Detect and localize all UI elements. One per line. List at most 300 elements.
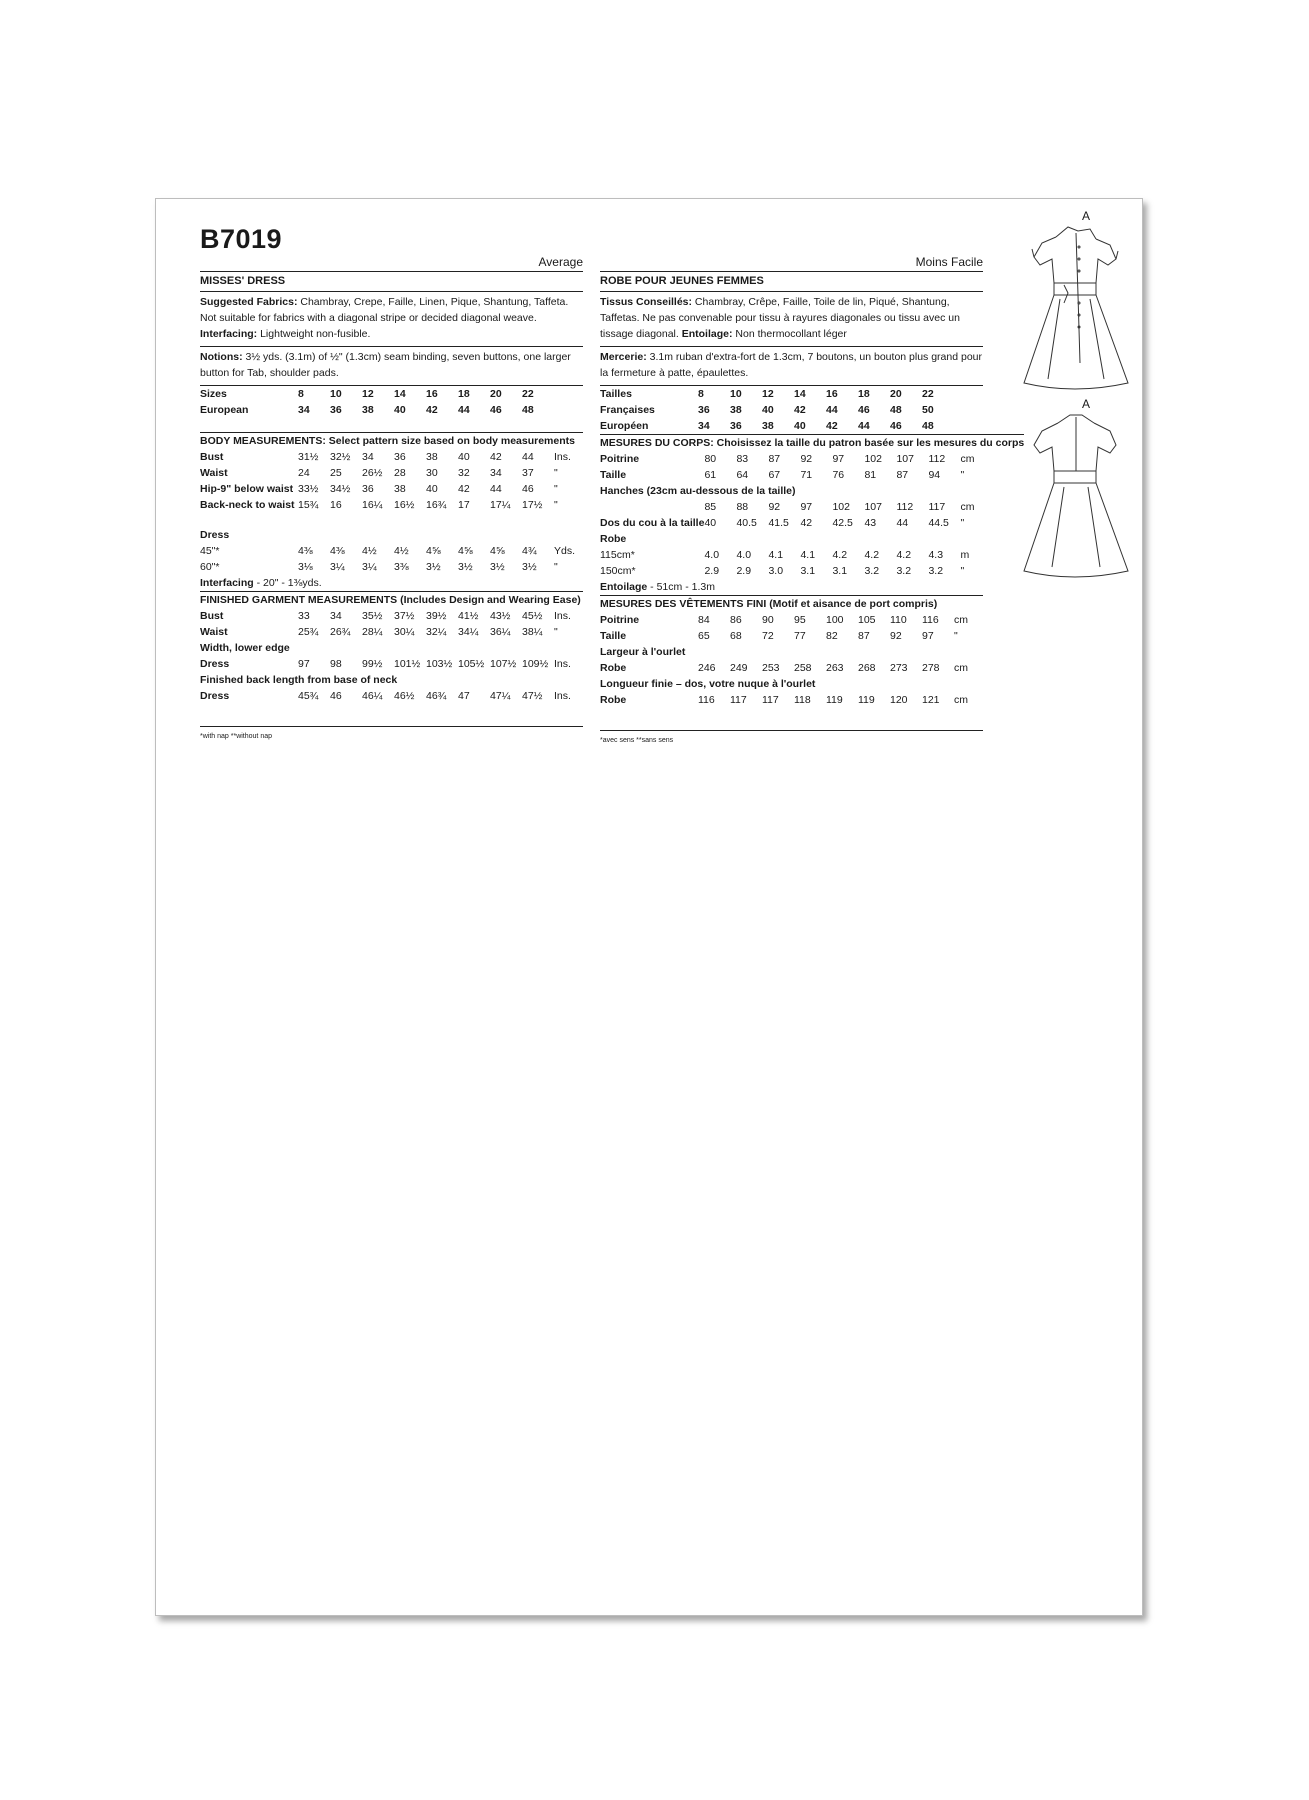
cell-value: 67 bbox=[768, 469, 781, 481]
cell-value: 92 bbox=[800, 453, 813, 465]
table-row bbox=[600, 692, 983, 708]
row-heading bbox=[200, 575, 583, 591]
sizes-row bbox=[200, 386, 583, 402]
cell-unit: Yds. bbox=[554, 545, 576, 557]
row-label: Taille bbox=[600, 630, 627, 642]
cell-value: 37 bbox=[522, 467, 534, 479]
suggested-fabrics bbox=[200, 292, 583, 347]
cell-value: 44 bbox=[896, 517, 909, 529]
row-label: Robe bbox=[600, 662, 627, 674]
table-row bbox=[200, 449, 583, 465]
cell-value: 42.5 bbox=[832, 517, 853, 529]
difficulty-level: Average bbox=[538, 255, 583, 269]
finished-measurements-table bbox=[200, 591, 583, 704]
cell-value: 119 bbox=[826, 694, 843, 706]
cell-value: 83 bbox=[736, 453, 749, 465]
row-heading-label: Entoilage bbox=[600, 581, 648, 593]
section-heading bbox=[600, 435, 1024, 452]
cell-value: 99½ bbox=[362, 658, 383, 670]
cell-value: 46¼ bbox=[362, 690, 383, 702]
cell-value: 32 bbox=[458, 467, 470, 479]
pattern-code: B7019 bbox=[200, 224, 283, 254]
cell-value: 3⅛ bbox=[298, 561, 313, 573]
row-heading-label: Interfacing bbox=[200, 577, 254, 589]
cell-value: 246 bbox=[698, 662, 716, 674]
notions-label-fr: Mercerie: bbox=[600, 351, 647, 363]
row-label: Dress bbox=[200, 690, 230, 702]
cell-value: 76 bbox=[832, 469, 845, 481]
european-row bbox=[200, 402, 583, 418]
cell-value: 4.0 bbox=[704, 549, 720, 561]
row-label: European bbox=[200, 404, 249, 416]
cell-value: 44 bbox=[490, 483, 502, 495]
section-heading bbox=[200, 592, 583, 609]
table-row bbox=[600, 499, 1024, 515]
cell-value: 16¼ bbox=[362, 499, 383, 511]
cell-value: 82 bbox=[826, 630, 838, 642]
cell-value: 3.2 bbox=[896, 565, 912, 577]
cell-value: 25 bbox=[330, 467, 342, 479]
table-row bbox=[600, 451, 1024, 467]
cell-value: 4⅜ bbox=[330, 545, 345, 557]
cell-value: 18 bbox=[858, 388, 870, 400]
cell-value: 41.5 bbox=[768, 517, 789, 529]
cell-value: 46 bbox=[858, 404, 870, 416]
cell-value: 86 bbox=[730, 614, 742, 626]
cell-value: 4.1 bbox=[800, 549, 816, 561]
cell-value: 36 bbox=[362, 483, 374, 495]
cell-value: 14 bbox=[794, 388, 806, 400]
cell-value: 45¾ bbox=[298, 690, 319, 702]
cell-value: 36¼ bbox=[490, 626, 511, 638]
cell-value: 3⅜ bbox=[394, 561, 409, 573]
sizes-row bbox=[600, 386, 983, 402]
cell-value: 32½ bbox=[330, 451, 351, 463]
cell-value: 4⅝ bbox=[458, 545, 473, 557]
cell-value: 12 bbox=[762, 388, 774, 400]
cell-value: 110 bbox=[890, 614, 907, 626]
cell-value: 109½ bbox=[522, 658, 549, 670]
cell-value: 4.2 bbox=[896, 549, 912, 561]
cell-value: 105 bbox=[858, 614, 876, 626]
cell-value: 44 bbox=[458, 404, 470, 416]
section-heading bbox=[600, 531, 1024, 547]
row-label: Sizes bbox=[200, 388, 227, 400]
cell-unit: Ins. bbox=[554, 451, 571, 463]
row-label: 60"* bbox=[200, 561, 220, 573]
french-column bbox=[600, 237, 1025, 749]
table-row bbox=[200, 624, 583, 640]
row-label: Européen bbox=[600, 420, 649, 432]
cell-value: 16 bbox=[426, 388, 438, 400]
cell-value: 107½ bbox=[490, 658, 517, 670]
cell-unit: " bbox=[960, 469, 965, 481]
cell-value: 46 bbox=[890, 420, 902, 432]
cell-value: 38 bbox=[730, 404, 742, 416]
difficulty-level-fr: Moins Facile bbox=[915, 255, 983, 269]
cell-value: 41½ bbox=[458, 610, 479, 622]
header bbox=[200, 224, 583, 272]
cell-value: 24 bbox=[298, 467, 310, 479]
cell-value: 98 bbox=[330, 658, 342, 670]
cell-value: 38 bbox=[426, 451, 438, 463]
cell-value: 97 bbox=[800, 501, 813, 513]
table-row bbox=[200, 559, 583, 575]
cell-value: 18 bbox=[458, 388, 470, 400]
cell-unit bbox=[954, 402, 983, 418]
row-heading: FINISHED GARMENT MEASUREMENTS (Includes Design and Wearing Ease) bbox=[200, 594, 581, 606]
cell-value: 12 bbox=[362, 388, 374, 400]
cell-value: 87 bbox=[768, 453, 781, 465]
row-heading: Largeur à l'ourlet bbox=[600, 646, 686, 658]
row-label: 115cm* bbox=[600, 549, 635, 561]
cell-value: 95 bbox=[794, 614, 806, 626]
footnote: *with nap **without nap bbox=[200, 726, 583, 745]
interfacing-amount-row bbox=[600, 579, 1024, 595]
cell-value: 34 bbox=[698, 420, 710, 432]
cell-value: 17¼ bbox=[490, 499, 511, 511]
cell-value: 4.3 bbox=[928, 549, 944, 561]
cell-value: 34 bbox=[298, 404, 310, 416]
cell-value: 4.0 bbox=[736, 549, 752, 561]
cell-value: 35½ bbox=[362, 610, 383, 622]
cell-value: 81 bbox=[864, 469, 877, 481]
cell-value: 249 bbox=[730, 662, 748, 674]
cell-value: 42 bbox=[490, 451, 502, 463]
cell-value: 33 bbox=[298, 610, 310, 622]
row-heading bbox=[600, 579, 1024, 595]
cell-value: 28¼ bbox=[362, 626, 383, 638]
cell-value: 36 bbox=[698, 404, 710, 416]
cell-value: 87 bbox=[858, 630, 870, 642]
cell-value: 38¼ bbox=[522, 626, 543, 638]
cell-value: 101½ bbox=[394, 658, 421, 670]
cell-value: 31½ bbox=[298, 451, 319, 463]
cell-value: 16½ bbox=[394, 499, 415, 511]
cell-value: 50 bbox=[922, 404, 934, 416]
cell-value: 116 bbox=[698, 694, 715, 706]
cell-value: 16 bbox=[826, 388, 838, 400]
cell-value: 4.2 bbox=[832, 549, 848, 561]
cell-value: 33½ bbox=[298, 483, 319, 495]
cell-value: 278 bbox=[922, 662, 940, 674]
cell-value: 117 bbox=[928, 501, 946, 513]
cell-value: 10 bbox=[730, 388, 742, 400]
cell-value: 65 bbox=[698, 630, 710, 642]
cell-value: 48 bbox=[890, 404, 902, 416]
cell-value: 61 bbox=[704, 469, 717, 481]
cell-value: 117 bbox=[762, 694, 779, 706]
cell-unit: " bbox=[960, 565, 965, 577]
interfacing-amount-row bbox=[200, 575, 583, 591]
body-measurements-table-fr bbox=[600, 434, 1024, 595]
cell-value: 107 bbox=[864, 501, 882, 513]
table-row bbox=[200, 543, 583, 559]
cell-value: 46½ bbox=[394, 690, 415, 702]
cell-value: 38 bbox=[394, 483, 406, 495]
section-heading bbox=[600, 676, 983, 692]
table-row bbox=[200, 688, 583, 704]
row-label: Poitrine bbox=[600, 614, 640, 626]
cell-value: 30¼ bbox=[394, 626, 415, 638]
cell-unit: cm bbox=[954, 662, 968, 674]
notions-text-fr: 3.1m ruban d'extra-fort de 1.3cm, 7 boutons, un bouton plus grand pour la fermeture à patte, épaulettes. bbox=[600, 351, 983, 379]
cell-value: 44 bbox=[826, 404, 838, 416]
cell-value: 4.2 bbox=[864, 549, 880, 561]
cell-value: 4.1 bbox=[768, 549, 784, 561]
cell-value: 84 bbox=[698, 614, 710, 626]
cell-unit: " bbox=[554, 561, 558, 573]
row-label: Back-neck to waist bbox=[200, 499, 295, 511]
cell-value: 48 bbox=[922, 420, 934, 432]
cell-value: 258 bbox=[794, 662, 812, 674]
row-label: Robe bbox=[600, 694, 627, 706]
cell-value: 273 bbox=[890, 662, 908, 674]
size-table-fr bbox=[600, 386, 983, 434]
cell-value: 44 bbox=[522, 451, 534, 463]
cell-value: 3½ bbox=[426, 561, 441, 573]
cell-unit: Ins. bbox=[554, 658, 571, 670]
cell-value: 112 bbox=[928, 453, 946, 465]
table-row bbox=[600, 467, 1024, 483]
cell-value: 4⅝ bbox=[426, 545, 441, 557]
cell-value: 8 bbox=[298, 388, 304, 400]
cell-value: 46 bbox=[330, 690, 342, 702]
cell-value: 26¾ bbox=[330, 626, 351, 638]
cell-value: 102 bbox=[864, 453, 882, 465]
cell-value: 38 bbox=[762, 420, 774, 432]
spacer-row bbox=[200, 513, 583, 527]
cell-value: 94 bbox=[928, 469, 941, 481]
cell-value: 39½ bbox=[426, 610, 447, 622]
cell-value: 32¼ bbox=[426, 626, 447, 638]
cell-value: 40 bbox=[458, 451, 470, 463]
cell-value: 2.9 bbox=[736, 565, 752, 577]
cell-value: 88 bbox=[736, 501, 749, 513]
cell-value: 40 bbox=[394, 404, 406, 416]
cell-value: 42 bbox=[794, 404, 806, 416]
cell-value: 34 bbox=[490, 467, 502, 479]
table-row bbox=[600, 628, 983, 644]
cell-value: 17½ bbox=[522, 499, 543, 511]
row-heading-text: - 51cm - 1.3m bbox=[647, 581, 715, 593]
table-row bbox=[200, 608, 583, 624]
cell-value: 3.0 bbox=[768, 565, 784, 577]
cell-value: 20 bbox=[490, 388, 502, 400]
cell-value: 44 bbox=[858, 420, 870, 432]
table-row bbox=[200, 465, 583, 481]
row-heading: MESURES DES VÊTEMENTS FINI (Motif et aisance de port compris) bbox=[600, 598, 938, 610]
row-label: Bust bbox=[200, 451, 224, 463]
section-heading bbox=[600, 483, 1024, 499]
view-label-back: A bbox=[1082, 397, 1091, 411]
cell-unit: Ins. bbox=[554, 690, 571, 702]
cell-value: 4⅝ bbox=[490, 545, 505, 557]
cell-value: 25¾ bbox=[298, 626, 319, 638]
cell-unit: Ins. bbox=[554, 610, 571, 622]
cell-value: 4⅜ bbox=[298, 545, 313, 557]
garment-title-fr: ROBE POUR JEUNES FEMMES bbox=[600, 272, 983, 292]
cell-value: 268 bbox=[858, 662, 876, 674]
cell-value: 44.5 bbox=[928, 517, 949, 529]
cell-value: 42 bbox=[800, 517, 813, 529]
row-heading bbox=[200, 418, 583, 432]
footnote-fr: *avec sens **sans sens bbox=[600, 730, 983, 749]
cell-unit: " bbox=[960, 517, 965, 529]
cell-value: 14 bbox=[394, 388, 406, 400]
cell-unit bbox=[554, 402, 583, 418]
cell-unit bbox=[954, 386, 983, 402]
cell-value: 38 bbox=[362, 404, 374, 416]
cell-value: 42 bbox=[826, 420, 838, 432]
cell-value: 3½ bbox=[490, 561, 505, 573]
cell-value: 97 bbox=[832, 453, 845, 465]
row-label: Dress bbox=[200, 658, 230, 670]
row-label: Waist bbox=[200, 467, 228, 479]
cell-value: 64 bbox=[736, 469, 749, 481]
cell-unit: " bbox=[954, 630, 958, 642]
cell-value: 36 bbox=[730, 420, 742, 432]
table-row bbox=[600, 515, 1024, 531]
interfacing-text-fr: Non thermocollant léger bbox=[732, 328, 847, 340]
cell-value: 45½ bbox=[522, 610, 543, 622]
cell-value: 8 bbox=[698, 388, 704, 400]
cell-value: 97 bbox=[298, 658, 310, 670]
cell-value: 40.5 bbox=[736, 517, 757, 529]
row-heading: Hanches (23cm au-dessous de la taille) bbox=[600, 485, 796, 497]
section-heading bbox=[200, 433, 583, 450]
cell-value: 16 bbox=[330, 499, 342, 511]
cell-value: 3.2 bbox=[928, 565, 944, 577]
cell-value: 4¾ bbox=[522, 545, 537, 557]
cell-value: 72 bbox=[762, 630, 774, 642]
cell-value: 20 bbox=[890, 388, 902, 400]
cell-unit: cm bbox=[960, 453, 975, 465]
cell-value: 85 bbox=[704, 501, 717, 513]
cell-unit: " bbox=[554, 483, 558, 495]
cell-value: 37½ bbox=[394, 610, 415, 622]
cell-value: 68 bbox=[730, 630, 742, 642]
cell-value: 105½ bbox=[458, 658, 485, 670]
cell-value: 3.1 bbox=[800, 565, 816, 577]
table-row bbox=[200, 656, 583, 672]
cell-value: 43½ bbox=[490, 610, 511, 622]
cell-value: 3¼ bbox=[330, 561, 345, 573]
cell-unit: m bbox=[960, 549, 970, 561]
cell-value: 22 bbox=[522, 388, 534, 400]
cell-value: 46¾ bbox=[426, 690, 447, 702]
cell-value: 121 bbox=[922, 694, 940, 706]
cell-value: 92 bbox=[890, 630, 902, 642]
cell-value: 36 bbox=[394, 451, 406, 463]
cell-value: 47 bbox=[458, 690, 470, 702]
row-label: Dos du cou à la taille bbox=[600, 517, 705, 529]
cell-value: 40 bbox=[426, 483, 438, 495]
cell-value: 77 bbox=[794, 630, 806, 642]
cell-value: 16¾ bbox=[426, 499, 447, 511]
row-heading: MESURES DU CORPS: Choisissez la taille du patron basée sur les mesures du corps bbox=[600, 437, 1025, 449]
section-heading bbox=[200, 640, 583, 656]
garment-title: MISSES' DRESS bbox=[200, 272, 583, 292]
cell-value: 117 bbox=[730, 694, 747, 706]
cell-value: 48 bbox=[522, 404, 534, 416]
cell-value: 46 bbox=[490, 404, 502, 416]
yardage-table bbox=[200, 527, 583, 591]
cell-value: 42 bbox=[426, 404, 438, 416]
cell-value: 47¼ bbox=[490, 690, 511, 702]
cell-unit: cm bbox=[954, 694, 968, 706]
cell-value: 92 bbox=[768, 501, 781, 513]
cell-value: 87 bbox=[896, 469, 909, 481]
notions bbox=[200, 347, 583, 386]
cell-value: 100 bbox=[826, 614, 844, 626]
cell-value: 3.2 bbox=[864, 565, 880, 577]
row-label: 150cm* bbox=[600, 565, 636, 577]
section-heading bbox=[600, 596, 983, 613]
fabrics-label: Suggested Fabrics: bbox=[200, 296, 298, 308]
size-table bbox=[200, 386, 583, 432]
table-row bbox=[600, 563, 1024, 579]
cell-value: 263 bbox=[826, 662, 844, 674]
row-label: Waist bbox=[200, 626, 228, 638]
row-heading: Longueur finie – dos, votre nuque à l'ourlet bbox=[600, 678, 816, 690]
cell-value: 112 bbox=[896, 501, 914, 513]
table-row bbox=[600, 612, 983, 628]
notions-fr bbox=[600, 347, 983, 386]
fabrics-text-fr: Chambray, Crêpe, Faille, Toile de lin, Piqué, Shantung, Taffetas. Ne pas convenable pour tissu à rayures diagonales ou tissu avec un tissage diagonal. bbox=[600, 296, 960, 340]
row-label: Hip-9" below waist bbox=[200, 483, 294, 495]
fabrics-label-fr: Tissus Conseillés: bbox=[600, 296, 693, 308]
section-heading bbox=[600, 644, 983, 660]
cell-value: 97 bbox=[922, 630, 934, 642]
cell-value: 15¾ bbox=[298, 499, 319, 511]
cell-value: 40 bbox=[762, 404, 774, 416]
cell-value: 120 bbox=[890, 694, 908, 706]
cell-value: 3½ bbox=[522, 561, 537, 573]
row-heading-text: - 20" - 1⅜yds. bbox=[253, 577, 322, 589]
row-heading: Width, lower edge bbox=[200, 642, 290, 654]
cell-value: 116 bbox=[922, 614, 939, 626]
cell-value: 40 bbox=[794, 420, 806, 432]
cell-unit: " bbox=[554, 626, 558, 638]
cell-value: 253 bbox=[762, 662, 780, 674]
row-heading: Finished back length from base of neck bbox=[200, 674, 398, 686]
row-label: 45"* bbox=[200, 545, 220, 557]
cell-value: 22 bbox=[922, 388, 934, 400]
table-row bbox=[600, 660, 983, 676]
cell-value: 36 bbox=[330, 404, 342, 416]
cell-value: 47½ bbox=[522, 690, 543, 702]
cell-unit: " bbox=[554, 499, 558, 511]
finished-measurements-table-fr bbox=[600, 595, 983, 708]
cell-value: 4½ bbox=[362, 545, 377, 557]
cell-unit bbox=[554, 386, 583, 402]
pattern-envelope-back bbox=[155, 198, 1143, 1616]
interfacing-label: Interfacing: bbox=[200, 328, 258, 340]
spacer-row bbox=[200, 418, 583, 432]
section-heading bbox=[200, 672, 583, 688]
row-label: Françaises bbox=[600, 404, 655, 416]
fabrics-text: Chambray, Crepe, Faille, Linen, Pique, Shantung, Taffeta. Not suitable for fabrics with a diagonal stripe or decided diagonal weave. bbox=[200, 296, 569, 324]
header-fr bbox=[600, 237, 983, 272]
notions-label: Notions: bbox=[200, 351, 243, 363]
row-heading bbox=[200, 513, 583, 527]
cell-unit: cm bbox=[960, 501, 975, 513]
cell-value: 30 bbox=[426, 467, 438, 479]
cell-value: 3¼ bbox=[362, 561, 377, 573]
row-heading: Dress bbox=[200, 529, 230, 541]
cell-value: 34¼ bbox=[458, 626, 479, 638]
